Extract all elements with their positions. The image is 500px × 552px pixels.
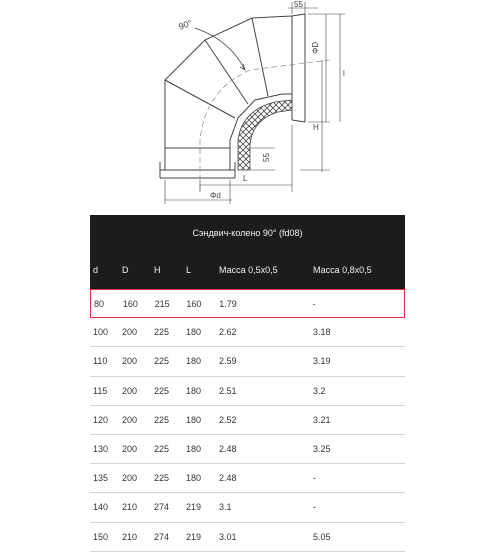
table-cell: 3.25: [313, 444, 331, 455]
table-cell: 2.52: [219, 414, 237, 425]
table-cell: 160: [186, 298, 202, 309]
table-cell: 115: [93, 385, 108, 396]
table-cell: 200: [122, 356, 138, 367]
table-cell: -: [313, 473, 316, 484]
table-cell: 180: [186, 473, 202, 484]
table-cell: 2.48: [219, 473, 237, 484]
dim-55-top: 55: [294, 0, 303, 9]
table-cell: 200: [122, 473, 138, 484]
table-header: [90, 251, 405, 289]
table-cell: 180: [186, 444, 202, 455]
table-row[interactable]: [90, 347, 405, 376]
table-cell: 225: [154, 356, 170, 367]
table-cell: 3.21: [313, 414, 331, 425]
table-row[interactable]: [90, 464, 405, 493]
table-cell: 2.59: [219, 356, 237, 367]
table-cell: 150: [93, 531, 109, 542]
table-row[interactable]: [90, 318, 405, 347]
table-cell: 3.2: [313, 385, 326, 396]
table-cell: -: [313, 502, 316, 513]
dim-L-label: L: [243, 174, 248, 183]
table-cell: 120: [93, 414, 109, 425]
table-cell: 100: [93, 327, 109, 338]
dim-H-label: H: [313, 123, 319, 132]
table-cell: 180: [186, 327, 202, 338]
table-cell: 225: [154, 414, 170, 425]
table-cell: 225: [154, 473, 170, 484]
table-cell: 3.19: [313, 356, 331, 367]
table-cell: 200: [122, 444, 138, 455]
table-cell: 140: [93, 502, 109, 513]
table-cell: 3.01: [219, 531, 237, 542]
header-mass-08: Масса 0,8х0,5: [313, 265, 372, 275]
table-cell: 2.51: [219, 385, 237, 396]
table-cell: 5.05: [313, 531, 331, 542]
table-cell: 3.18: [313, 327, 331, 338]
table-row[interactable]: [90, 377, 405, 406]
spec-table: [90, 215, 405, 552]
table-cell: 2.48: [219, 444, 237, 455]
table-cell: 225: [154, 444, 170, 455]
table-cell: -: [312, 298, 316, 309]
angle-arc: [195, 28, 245, 70]
table-cell: 200: [122, 327, 138, 338]
table-cell: 80: [94, 298, 105, 309]
table-cell: 210: [122, 531, 138, 542]
dim-D-label: ΦD: [311, 41, 320, 54]
table-cell: 180: [186, 356, 202, 367]
table-cell: 215: [154, 298, 170, 309]
table-cell: 274: [154, 502, 170, 513]
dim-l-label: l: [343, 69, 345, 78]
table-cell: 225: [154, 385, 170, 396]
table-cell: 219: [186, 502, 202, 513]
table-cell: 2.62: [219, 327, 237, 338]
table-cell: 180: [186, 385, 202, 396]
table-cell: 1.79: [219, 298, 237, 309]
table-cell: 274: [154, 531, 170, 542]
header-D: D: [122, 265, 129, 275]
header-H: H: [154, 265, 161, 275]
table-cell: 160: [122, 298, 138, 309]
table-row[interactable]: [90, 289, 405, 318]
table-cell: 200: [122, 414, 138, 425]
table-row[interactable]: [90, 493, 405, 522]
angle-label: 90°: [177, 17, 194, 32]
header-mass-05: Масса 0,5х0,5: [219, 265, 278, 275]
elbow-drawing: [0, 0, 500, 215]
table-cell: 130: [93, 444, 109, 455]
table-cell: 219: [186, 531, 202, 542]
table-cell: 210: [122, 502, 138, 513]
table-cell: 225: [154, 327, 170, 338]
dim-d-label: Φd: [210, 191, 221, 200]
table-cell: 3.1: [219, 502, 232, 513]
table-row[interactable]: [90, 435, 405, 464]
table-cell: 200: [122, 385, 138, 396]
table-cell: 110: [93, 356, 108, 367]
header-L: L: [186, 265, 192, 275]
header-d: d: [93, 265, 99, 275]
table-cell: 135: [93, 473, 109, 484]
table-title: Сэндвич-колено 90° (fd08): [90, 215, 405, 251]
table-cell: 180: [186, 414, 202, 425]
table-body: [90, 289, 405, 552]
dim-55-bottom: 55: [262, 153, 271, 162]
table-row[interactable]: [90, 406, 405, 435]
table-row[interactable]: [90, 523, 405, 552]
